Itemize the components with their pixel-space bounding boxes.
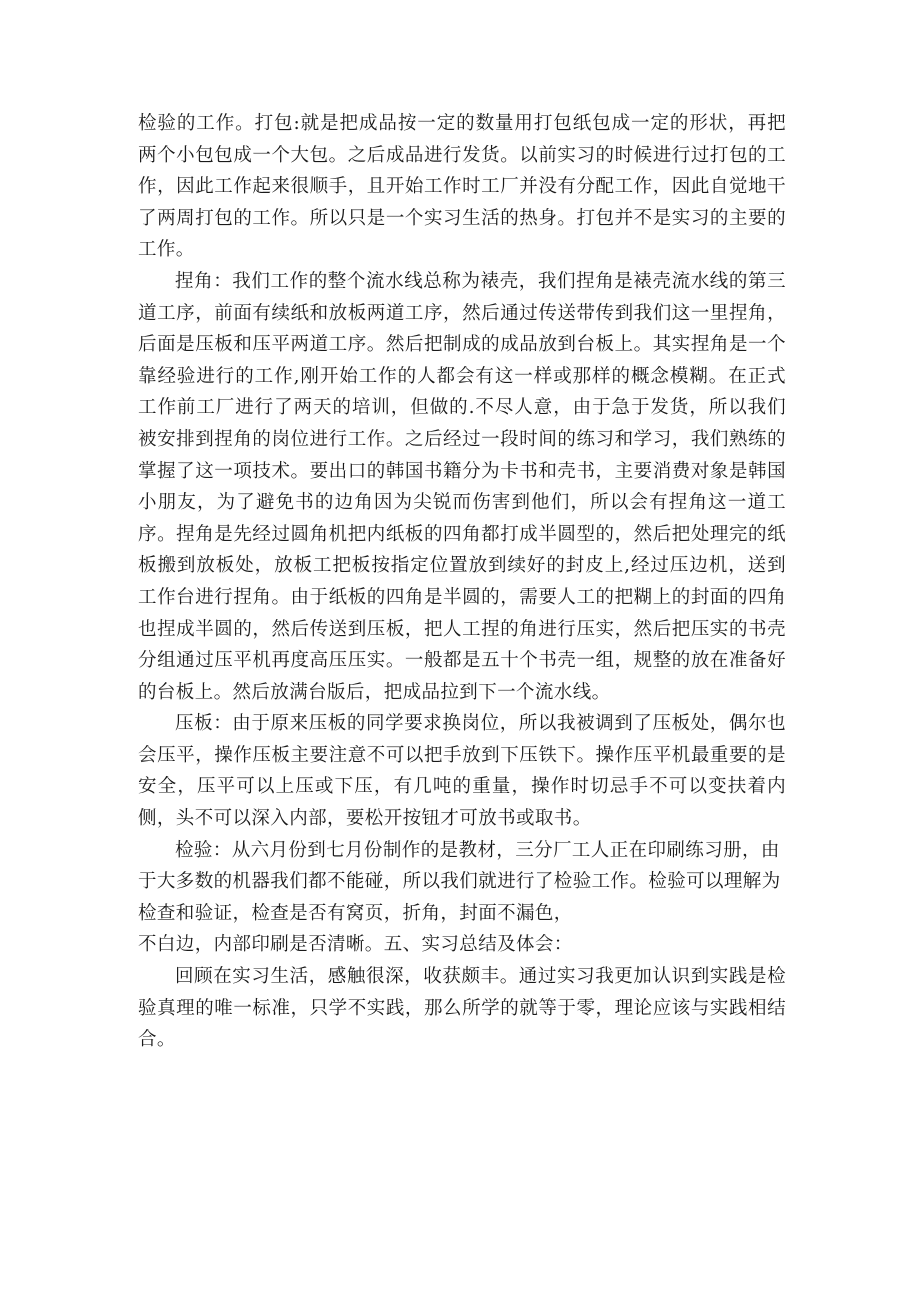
paragraph-corner-pinching: 捏角：我们工作的整个流水线总称为裱壳，我们捏角是裱壳流水线的第三道工序，前面有续纸和放板两道工序，然后通过传送带传到我们这一里捏角，后面是压板和压平两道工序。然后把制成的成品放到台板上。其实捏角是一个靠经验进行的工作,刚开始工作的人都会有这一样或那样的概念模糊。在正式工作前工厂进行了两天的培训，但做的.不尽人意，由于急于发货，所以我们被安排到捏角的岗位进行工作。之后经过一段时间的练习和学习，我们熟练的掌握了这一项技术。要出口的韩国书籍分为卡书和壳书，主要消费对象是韩国小朋友，为了避免书的边角因为尖锐而伤害到他们，所以会有捏角这一道工序。捏角是先经过圆角机把内纸板的四角都打成半圆型的，然后把处理完的纸板搬到放板处，放板工把板按指定位置放到续好的封皮上,经过压边机，送到工作台进行捏角。由于纸板的四角是半圆的，需要人工的把糊上的封面的四角也捏成半圆的，然后传送到压板，把人工捏的角进行压实，然后把压实的书壳分组通过压平机再度高压压实。一般都是五十个书壳一组，规整的放在准备好的台板上。然后放满台版后，把成品拉到下一个流水线。 xyxy=(138,270,786,703)
paragraph-packing-continued: 检验的工作。打包:就是把成品按一定的数量用打包纸包成一定的形状，再把两个小包包成一个大包。之后成品进行发货。以前实习的时候进行过打包的工作，因此工作起来很顺手，且开始工作时工厂并没有分配工作，因此自觉地干了两周打包的工作。所以只是一个实习生活的热身。打包并不是实习的主要的工作。 xyxy=(138,113,786,261)
paragraph-pressing-board: 压板：由于原来压板的同学要求换岗位，所以我被调到了压板处，偶尔也会压平，操作压板主要注意不可以把手放到下压铁下。操作压平机最重要的是安全，压平可以上压或下压，有几吨的重量，操作时切忌手不可以变扶着内侧，头不可以深入内部，要松开按钮才可放书或取书。 xyxy=(138,713,786,830)
paragraph-inspection-continued: 不白边，内部印刷是否清晰。五、实习总结及体会： xyxy=(138,934,573,956)
paragraph-summary: 回顾在实习生活，感触很深，收获颇丰。通过实习我更加认识到实践是检验真理的唯一标准，只学不实践，那么所学的就等于零，理论应该与实践相结合。 xyxy=(138,966,786,1051)
paragraph-inspection: 检验：从六月份到七月份制作的是教材，三分厂工人正在印刷练习册，由于大多数的机器我们都不能碰，所以我们就进行了检验工作。检验可以理解为检查和验证，检查是否有窝页，折角，封面不漏色， xyxy=(138,839,781,924)
document-body xyxy=(138,108,786,1056)
